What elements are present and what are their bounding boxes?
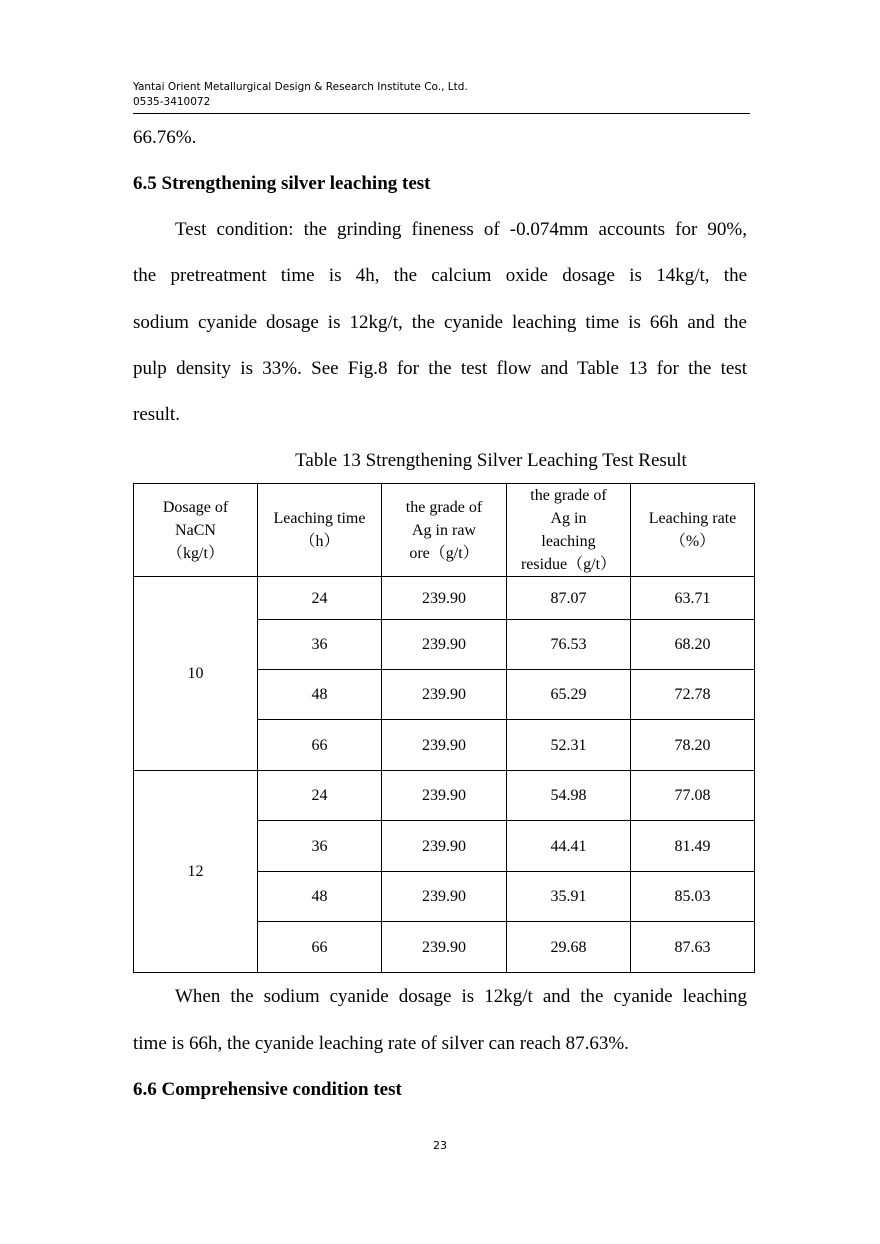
raw-grade-cell: 239.90 [382,620,507,670]
raw-grade-cell: 239.90 [382,922,507,973]
table-row [134,771,755,821]
rate-cell: 72.78 [631,670,755,720]
time-cell: 36 [258,620,382,670]
time-cell: 66 [258,720,382,771]
para1-line-5: result. [133,404,180,425]
residue-grade-cell: 29.68 [507,922,631,973]
section-6-5-heading: 6.5 Strengthening silver leaching test [133,173,431,194]
para1-line-2: the pretreatment time is 4h, the calcium oxide dosage is 14kg/t, the [133,265,747,286]
time-cell: 24 [258,577,382,620]
table-caption [0,450,880,472]
raw-grade-cell: 239.90 [382,872,507,922]
raw-grade-cell: 239.90 [382,771,507,821]
rate-cell: 81.49 [631,821,755,872]
para1-line-1: Test condition: the grinding fineness of -0.074mm accounts for 90%, [175,219,747,240]
rate-cell: 68.20 [631,620,755,670]
raw-grade-cell: 239.90 [382,821,507,872]
time-cell: 24 [258,771,382,821]
residue-grade-cell: 35.91 [507,872,631,922]
header-dosage: Dosage of NaCN （kg/t） [134,484,258,577]
residue-grade-cell: 87.07 [507,577,631,620]
raw-grade-cell: 239.90 [382,577,507,620]
para1-line-3: sodium cyanide dosage is 12kg/t, the cyanide leaching time is 66h and the [133,312,747,333]
table-caption-text: Table 13 Strengthening Silver Leaching Test Result [295,450,687,471]
residue-grade-cell: 76.53 [507,620,631,670]
intro-tail-text: 66.76%. [133,127,197,148]
residue-grade-cell: 44.41 [507,821,631,872]
header-leaching-rate: Leaching rate （%） [631,484,755,577]
header-phone: 0535-3410072 [133,96,211,108]
dosage-cell-10: 10 [134,577,258,771]
raw-grade-cell: 239.90 [382,720,507,771]
raw-grade-cell: 239.90 [382,670,507,720]
rate-cell: 85.03 [631,872,755,922]
dosage-cell-12: 12 [134,771,258,973]
page-number: 23 [433,1139,447,1152]
para2-line-1: When the sodium cyanide dosage is 12kg/t and the cyanide leaching [175,986,747,1007]
header-divider [133,113,750,114]
section-6-6-heading: 6.6 Comprehensive condition test [133,1079,402,1100]
para1-line-4: pulp density is 33%. See Fig.8 for the test flow and Table 13 for the test [133,358,747,379]
table-row [134,577,755,620]
time-cell: 48 [258,670,382,720]
header-leaching-time: Leaching time （h） [258,484,382,577]
table-header-row [134,484,755,577]
header-raw-grade: the grade of Ag in raw ore（g/t） [382,484,507,577]
rate-cell: 77.08 [631,771,755,821]
page-header [133,80,750,110]
residue-grade-cell: 54.98 [507,771,631,821]
residue-grade-cell: 52.31 [507,720,631,771]
header-company: Yantai Orient Metallurgical Design & Research Institute Co., Ltd. [133,81,468,93]
leaching-results-table [133,483,755,973]
time-cell: 36 [258,821,382,872]
rate-cell: 63.71 [631,577,755,620]
para2-line-2: time is 66h, the cyanide leaching rate of silver can reach 87.63%. [133,1033,629,1054]
time-cell: 48 [258,872,382,922]
header-residue-grade: the grade of Ag in leaching residue（g/t） [507,484,631,577]
rate-cell: 87.63 [631,922,755,973]
residue-grade-cell: 65.29 [507,670,631,720]
rate-cell: 78.20 [631,720,755,771]
time-cell: 66 [258,922,382,973]
